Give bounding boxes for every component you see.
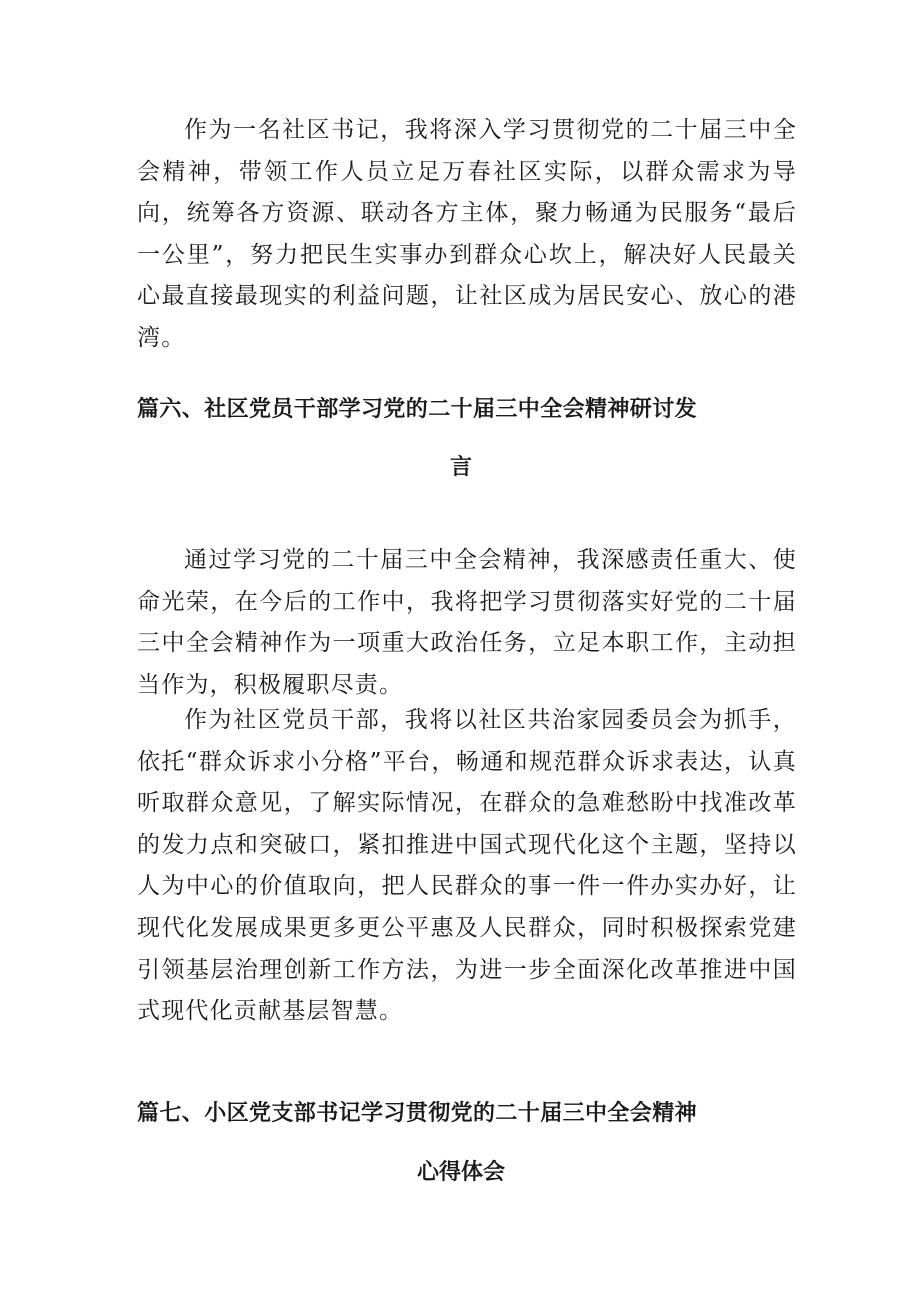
section-six-title-line1: 篇六、社区党员干部学习党的二十届三中全会精神研讨发 — [137, 397, 698, 422]
section-seven-title-line1: 篇七、小区党支部书记学习贯彻党的二十届三中全会精神 — [137, 1101, 698, 1126]
paragraph-community-secretary: 作为一名社区书记，我将深入学习贯彻党的二十届三中全会精神，带领工作人员立足万春社区实际，以群众需求为导向，统筹各方资源、联动各方主体，聚力畅通为民服务“最后一公里”，努力把民生实事办到群众心坎上，解决好人民最关心最直接最现实的利益问题，让社区成为居民安心、放心的港湾。 — [137, 117, 797, 351]
section-seven-title-line2: 心得体会 — [417, 1160, 506, 1185]
paragraph-party-cadre-plan: 作为社区党员干部，我将以社区共治家园委员会为抓手，依托“群众诉求小分格”平台，畅通和规范群众诉求表达，认真听取群众意见，了解实际情况，在群众的急难愁盼中找准改革的发力点和突破口，紧扣推进中国式现代化这个主题，坚持以人为中心的价值取向，把人民群众的事一件一件办实办好，让现代化发展成果更多更公平惠及人民群众，同时积极探索党建引领基层治理创新工作方法，为进一步全面深化改革推进中国式现代化贡献基层智慧。 — [137, 707, 797, 1025]
section-six-title-line2: 言 — [450, 455, 473, 480]
paragraph-study-reflection: 通过学习党的二十届三中全会精神，我深感责任重大、使命光荣，在今后的工作中，我将把学习贯彻落实好党的二十届三中全会精神作为一项重大政治任务，立足本职工作，主动担当作为，积极履职尽责。 — [137, 547, 797, 698]
